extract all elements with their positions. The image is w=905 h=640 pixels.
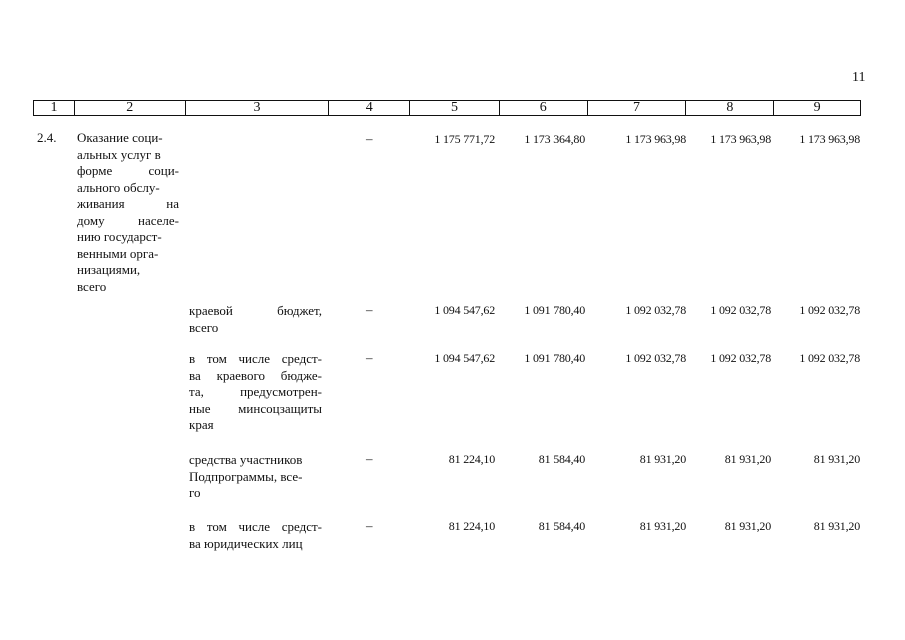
- main-row-value-col8: 1 173 963,98: [710, 132, 771, 146]
- table-header-row: [33, 100, 861, 116]
- subrow-value-col9: 81 931,20: [813, 519, 860, 533]
- subrow-value-col5: 81 224,10: [448, 519, 495, 533]
- subrow-value-col9: 1 092 032,78: [799, 351, 860, 365]
- row-code: 2.4.: [37, 130, 57, 145]
- subrow-col4: –: [366, 302, 373, 317]
- subrow-label: [189, 452, 322, 502]
- main-row-value-col5: 1 175 771,72: [434, 132, 495, 146]
- subrow-value-col7: 81 931,20: [639, 519, 686, 533]
- subrow-label-line: та, предусмотрен-: [189, 384, 322, 399]
- header-col-7: 7: [588, 101, 687, 115]
- subrow-label-line: всего: [189, 319, 219, 335]
- subrow-label-line: средства участников: [189, 452, 303, 467]
- subrow-value-col7: 81 931,20: [639, 452, 686, 466]
- subrow-value-col8: 1 092 032,78: [710, 351, 771, 365]
- header-col-9: 9: [813, 100, 821, 115]
- header-col-4: 4: [329, 101, 410, 115]
- subrow-col4: –: [366, 350, 373, 365]
- subrow-label: [189, 519, 322, 552]
- subrow-label-line: ва краевого бюдже-: [189, 367, 322, 383]
- subrow-value-col7: 1 092 032,78: [625, 351, 686, 365]
- subrow-label-line: Подпрограммы, все-: [189, 468, 303, 484]
- main-row-name-line: альных услуг в: [77, 146, 161, 162]
- main-row-value-col7: 1 173 963,98: [625, 132, 686, 146]
- subrow-value-col8: 1 092 032,78: [710, 303, 771, 317]
- main-row-name-line: Оказание соци-: [77, 130, 163, 145]
- main-row-name-line: венными орга-: [77, 245, 159, 261]
- subrow-value-col6: 81 584,40: [538, 452, 585, 466]
- subrow-col4: –: [366, 451, 373, 466]
- subrow-value-col9: 81 931,20: [813, 452, 860, 466]
- subrow-value-col8: 81 931,20: [724, 452, 771, 466]
- subrow-value-col8: 81 931,20: [724, 519, 771, 533]
- main-row-name-line: всего: [77, 278, 107, 294]
- header-col-8: 8: [686, 101, 774, 115]
- subrow-value-col6: 1 091 780,40: [524, 303, 585, 317]
- header-col-6: 6: [500, 101, 588, 115]
- subrow-value-col5: 81 224,10: [448, 452, 495, 466]
- main-row-name: [77, 130, 179, 295]
- header-col-2: 2: [75, 101, 186, 115]
- subrow-value-col7: 1 092 032,78: [625, 303, 686, 317]
- main-row-name-line: живания на: [77, 196, 179, 211]
- main-row-name-line: форме соци-: [77, 163, 179, 178]
- subrow-value-col5: 1 094 547,62: [434, 303, 495, 317]
- main-row-name-line: низациями,: [77, 262, 141, 277]
- page-number: 11: [852, 70, 866, 85]
- subrow-col4: –: [366, 518, 373, 533]
- subrow-label-line: ва юридических лиц: [189, 535, 303, 551]
- header-col-5: 5: [410, 101, 500, 115]
- main-row-name-line: ального обслу-: [77, 179, 160, 195]
- subrow-label-line: края: [189, 417, 214, 432]
- subrow-value-col9: 1 092 032,78: [799, 303, 860, 317]
- main-row-name-line: нию государст-: [77, 229, 162, 244]
- subrow-label-line: в том числе средст-: [189, 351, 322, 366]
- subrow-value-col6: 1 091 780,40: [524, 351, 585, 365]
- main-row-col4: –: [366, 131, 373, 146]
- subrow-label: [189, 351, 322, 434]
- main-row-name-line: дому населе-: [77, 212, 179, 228]
- header-col-3: 3: [186, 101, 330, 115]
- subrow-label-line: го: [189, 485, 201, 500]
- subrow-label-line: в том числе средст-: [189, 519, 322, 534]
- subrow-value-col6: 81 584,40: [538, 519, 585, 533]
- subrow-label-line: краевой бюджет,: [189, 303, 322, 318]
- main-row-value-col9: 1 173 963,98: [799, 132, 860, 146]
- subrow-label-line: ные минсоцзащиты: [189, 400, 322, 416]
- subrow-value-col5: 1 094 547,62: [434, 351, 495, 365]
- subrow-label: [189, 303, 322, 336]
- header-col-1: 1: [34, 101, 75, 115]
- main-row-value-col6: 1 173 364,80: [524, 132, 585, 146]
